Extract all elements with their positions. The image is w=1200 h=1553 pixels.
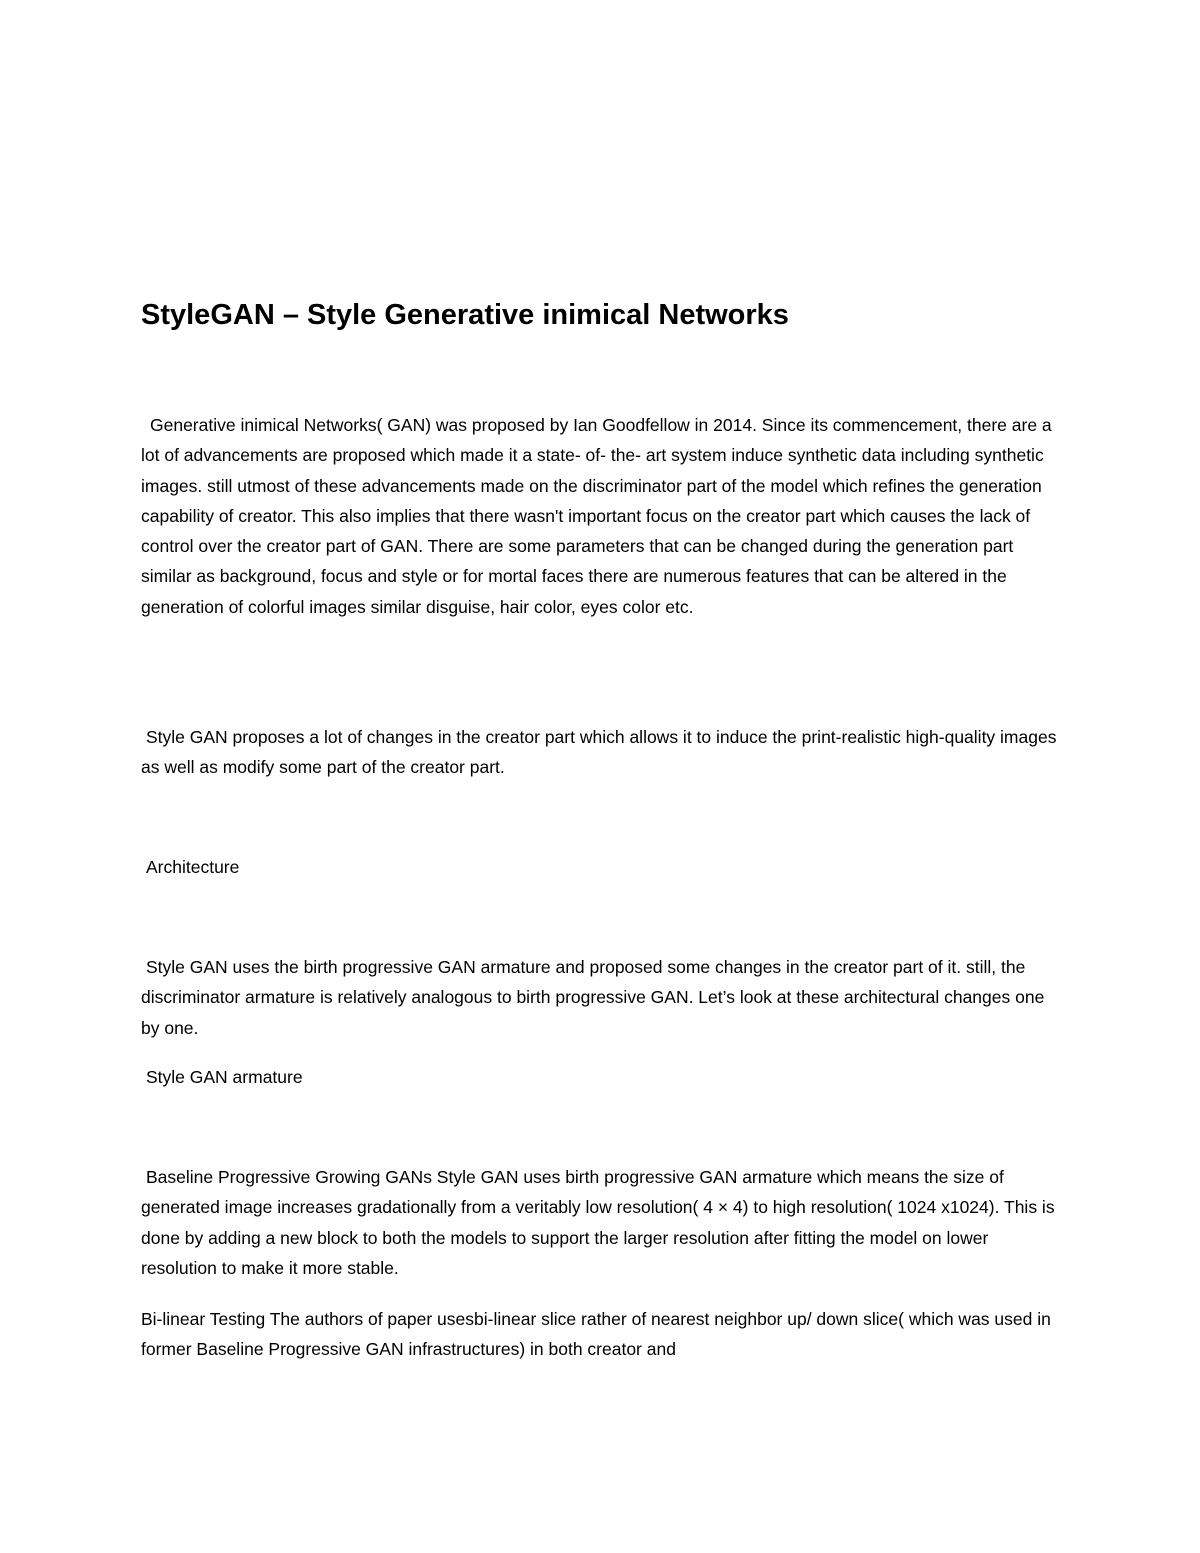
paragraph-gan-intro: Generative inimical Networks( GAN) was proposed by Ian Goodfellow in 2014. Since its commencement, there are a lot of advancements are proposed which made it a state- of- the- art system induce synthetic data including synthetic images. still utmost of these advancements made on the discriminator part of the model which refines the generation capability of creator. This also implies that there wasn't important focus on the creator part which causes the lack of control over the creator part of GAN. There are some parameters that can be changed during the generation part similar as background, focus and style or for mortal faces there are numerous features that can be altered in the generation of colorful images similar disguise, hair color, eyes color etc. bbox=[141, 415, 1052, 617]
paragraph-stylegan-overview: Style GAN proposes a lot of changes in the creator part which allows it to induce the print-realistic high-quality images as well as modify some part of the creator part. bbox=[141, 727, 1057, 778]
heading-stylegan-armature: Style GAN armature bbox=[146, 1067, 303, 1087]
paragraph-baseline-progressive: Baseline Progressive Growing GANs Style GAN uses birth progressive GAN armature which means the size of generated image increases gradationally from a veritably low resolution( 4 × 4) to high resolution( 1024 x1024). This is done by adding a new block to both the models to support the larger resolution after fitting the model on lower resolution to make it more stable. bbox=[141, 1167, 1055, 1278]
paragraph-architecture: Style GAN uses the birth progressive GAN armature and proposed some changes in the creator part of it. still, the discriminator armature is relatively analogous to birth progressive GAN. Let’s look at these architectural changes one by one. bbox=[141, 957, 1045, 1038]
paragraph-bilinear-testing: Bi-linear Testing The authors of paper usesbi-linear slice rather of nearest neighbor up/ down slice( which was used in former Baseline Progressive GAN infrastructures) in both creator and bbox=[141, 1309, 1051, 1360]
document-title: StyleGAN – Style Generative inimical Networks bbox=[141, 299, 789, 331]
heading-architecture: Architecture bbox=[146, 857, 240, 877]
